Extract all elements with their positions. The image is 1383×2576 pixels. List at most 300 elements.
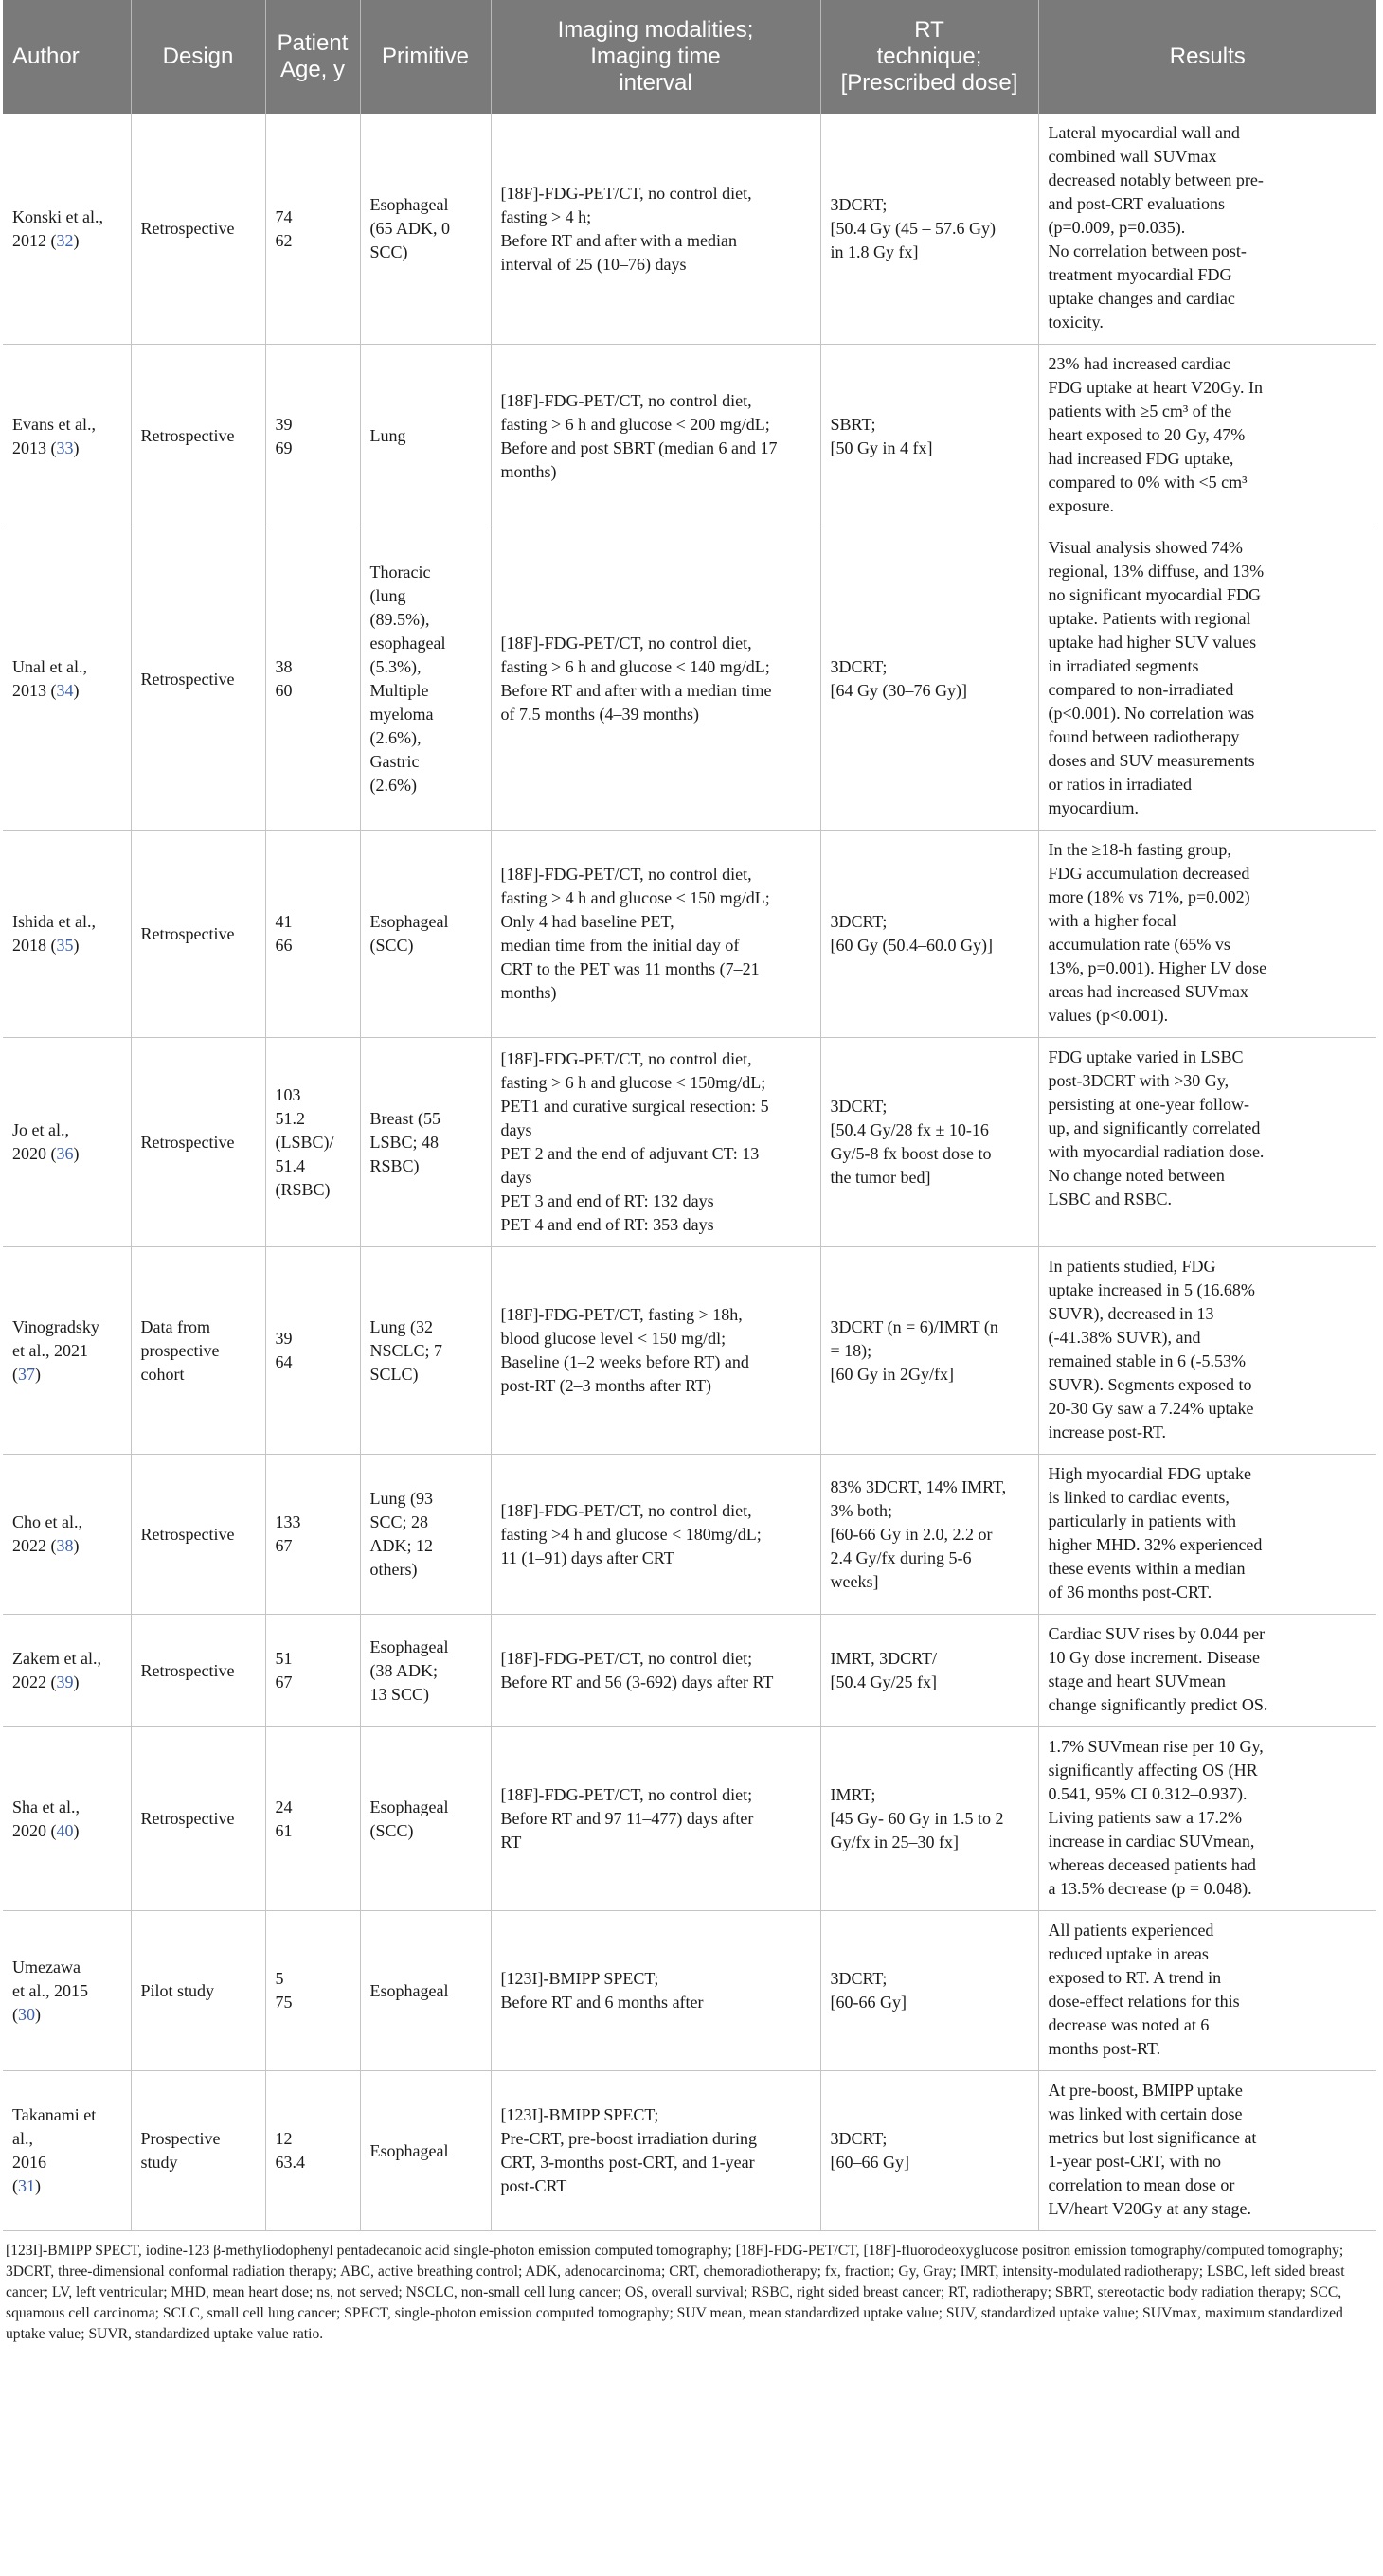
cell-line: 61	[275, 1820, 293, 1840]
age-cell	[265, 1038, 360, 1247]
cell-line: SCLC)	[369, 1364, 419, 1384]
results-cell	[1038, 1911, 1376, 2071]
table-body	[3, 114, 1376, 2231]
cell-line: 2.4 Gy/fx during 5-6	[830, 1547, 972, 1567]
design-cell: Retrospective	[131, 1455, 265, 1615]
cell-line: 13 SCC)	[369, 1684, 430, 1704]
imaging-cell	[491, 1727, 820, 1911]
header-imaging	[491, 0, 820, 114]
cell-line: PET 2 and the end of adjuvant CT: 13	[500, 1144, 760, 1163]
cell-line: SCC)	[369, 242, 408, 261]
header-rt-technique	[820, 0, 1038, 114]
cell-line: [60 Gy (50.4–60.0 Gy)]	[830, 936, 993, 955]
cell-line: 51.2	[275, 1108, 305, 1128]
cell-line: (p=0.009, p=0.035).	[1048, 218, 1186, 237]
author-tail: )	[73, 1536, 80, 1555]
cell-line: compared to non-irradiated	[1048, 680, 1234, 699]
cell-line: Esophageal	[369, 1980, 449, 2000]
cell-line: SCC; 28	[369, 1512, 429, 1531]
cell-line: Lung (93	[369, 1489, 433, 1508]
cell-line: accumulation rate (65% vs	[1048, 935, 1230, 954]
author-tail: )	[35, 2176, 41, 2195]
cell-line: months post-RT.	[1048, 2039, 1161, 2058]
results-cell	[1038, 1038, 1376, 1247]
cell-line: IMRT, 3DCRT/	[830, 1649, 938, 1668]
reference-link[interactable]: 30	[18, 2004, 35, 2024]
rt-cell	[820, 114, 1038, 345]
cell-line: decrease was noted at 6	[1048, 2015, 1210, 2034]
cell-line: (65 ADK, 0	[369, 219, 450, 238]
cell-line: in 1.8 Gy fx]	[830, 242, 919, 261]
reference-link[interactable]: 31	[18, 2176, 35, 2195]
age-cell	[265, 1455, 360, 1615]
author-tail: )	[73, 438, 80, 457]
cell-line: 3DCRT;	[830, 2129, 888, 2148]
cell-line: or ratios in irradiated	[1048, 775, 1192, 794]
reference-link[interactable]: 37	[18, 1364, 35, 1384]
cell-line: 83% 3DCRT, 14% IMRT,	[830, 1476, 1007, 1496]
rt-cell	[820, 1911, 1038, 2071]
cell-line: ADK; 12	[369, 1536, 433, 1555]
cell-line: Thoracic	[369, 563, 431, 581]
cell-line: SUVR). Segments exposed to	[1048, 1375, 1252, 1394]
cell-line: fasting > 4 h and glucose < 150 mg/dL;	[500, 888, 770, 907]
cell-line: weeks]	[830, 1571, 879, 1591]
age-cell	[265, 1247, 360, 1455]
cell-line: 24	[275, 1797, 293, 1816]
cell-line: is linked to cardiac events,	[1048, 1488, 1230, 1507]
primitive-cell	[360, 345, 491, 528]
cell-line: exposed to RT. A trend in	[1048, 1968, 1222, 1987]
author-line: Konski et al.,	[12, 206, 103, 226]
cell-line: 3DCRT (n = 6)/IMRT (n	[830, 1316, 998, 1336]
author-line: (	[12, 2004, 18, 2024]
cell-line: Lung (32	[369, 1316, 433, 1336]
cell-line: 103	[275, 1084, 301, 1104]
cell-line: 1.7% SUVmean rise per 10 Gy,	[1048, 1737, 1264, 1756]
rt-cell	[820, 1038, 1038, 1247]
cell-line: increase post-RT.	[1048, 1422, 1167, 1441]
cell-line: Visual analysis showed 74%	[1048, 538, 1243, 557]
primitive-cell	[360, 2071, 491, 2231]
cell-line: Before RT and 97 11–477) days after	[500, 1809, 754, 1828]
cell-line: up, and significantly correlated	[1048, 1118, 1261, 1137]
cell-line: [18F]-FDG-PET/CT, fasting > 18h,	[500, 1305, 743, 1324]
author-line: 2012 (	[12, 230, 57, 250]
age-cell	[265, 528, 360, 831]
author-line: Takanami et al.,	[12, 2105, 97, 2148]
cell-line: post-RT (2–3 months after RT)	[500, 1376, 711, 1395]
results-cell	[1038, 345, 1376, 528]
design-cell: Prospective study	[131, 2071, 265, 2231]
reference-link[interactable]: 36	[56, 1144, 74, 1163]
cell-line: Imaging time	[590, 44, 721, 69]
cell-line: (RSBC)	[275, 1179, 331, 1199]
primitive-cell	[360, 1615, 491, 1727]
table-row	[3, 345, 1376, 528]
cell-line: 67	[275, 1536, 293, 1555]
results-cell	[1038, 831, 1376, 1038]
cell-line: PET 4 and end of RT: 353 days	[500, 1215, 714, 1234]
cell-line: uptake increased in 5 (16.68%	[1048, 1280, 1255, 1299]
reference-link[interactable]: 33	[56, 438, 74, 457]
cell-line: Pre-CRT, pre-boost irradiation during	[500, 2129, 758, 2148]
rt-cell	[820, 1615, 1038, 1727]
results-cell	[1038, 528, 1376, 831]
reference-link[interactable]: 38	[56, 1536, 74, 1555]
cell-line: blood glucose level < 150 mg/dl;	[500, 1329, 727, 1348]
cell-line: 64	[275, 1352, 293, 1371]
cell-line: 75	[275, 1993, 293, 2012]
primitive-cell	[360, 528, 491, 831]
cell-line: Lateral myocardial wall and	[1048, 123, 1240, 142]
author-cell	[3, 345, 131, 528]
header-design	[131, 0, 265, 114]
table-row	[3, 2071, 1376, 2231]
header-author	[3, 0, 131, 114]
reference-link[interactable]: 35	[56, 936, 74, 955]
author-line: Vinogradsky	[12, 1316, 99, 1336]
cell-line: RT	[914, 17, 944, 43]
header-results	[1038, 0, 1376, 114]
cell-line: uptake. Patients with regional	[1048, 609, 1251, 628]
cell-line: 5	[275, 1969, 284, 1988]
cell-line: 0.541, 95% CI 0.312–0.937).	[1048, 1784, 1248, 1803]
cell-line: [60-66 Gy]	[830, 1993, 907, 2012]
cell-line: myeloma	[369, 705, 434, 724]
imaging-cell	[491, 831, 820, 1038]
cell-line: no significant myocardial FDG	[1048, 585, 1261, 604]
cell-line: Esophageal	[369, 912, 449, 931]
cell-line: in irradiated segments	[1048, 656, 1199, 675]
cell-line: values (p<0.001).	[1048, 1006, 1169, 1025]
cell-line: Gy/fx in 25–30 fx]	[830, 1833, 959, 1852]
author-line: et al., 2015	[12, 1980, 88, 2000]
cell-line: Esophageal	[369, 2140, 449, 2160]
cell-line: [64 Gy (30–76 Gy)]	[830, 681, 967, 700]
cell-line: CRT, 3-months post-CRT, and 1-year	[500, 2153, 755, 2172]
cell-line: regional, 13% diffuse, and 13%	[1048, 562, 1265, 581]
cell-line: dose-effect relations for this	[1048, 1992, 1240, 2011]
author-line: 2013 (	[12, 681, 57, 700]
results-cell	[1038, 1615, 1376, 1727]
cell-line: Gastric	[369, 752, 420, 771]
cell-line: [60–66 Gy]	[830, 2153, 909, 2172]
results-cell	[1038, 2071, 1376, 2231]
cell-line: LV/heart V20Gy at any stage.	[1048, 2199, 1251, 2218]
cell-line: 1-year post-CRT, with no	[1048, 2152, 1222, 2171]
author-cell	[3, 1247, 131, 1455]
cell-line: had increased FDG uptake,	[1048, 449, 1234, 468]
cell-line: combined wall SUVmax	[1048, 147, 1217, 166]
cell-line: (38 ADK;	[369, 1660, 438, 1680]
rt-cell	[820, 1455, 1038, 1615]
author-line: Unal et al.,	[12, 657, 87, 676]
header-patient-age	[265, 0, 360, 114]
author-line: 2020 (	[12, 1820, 57, 1840]
cell-line: At pre-boost, BMIPP uptake	[1048, 2081, 1243, 2100]
cell-line: others)	[369, 1560, 418, 1579]
cell-line: 62	[275, 230, 293, 250]
cell-line: a 13.5% decrease (p = 0.048).	[1048, 1879, 1252, 1898]
reference-link[interactable]: 39	[56, 1673, 74, 1691]
cell-line: No change noted between	[1048, 1166, 1225, 1185]
cell-line: IMRT;	[830, 1785, 876, 1804]
cell-line: Breast (55	[369, 1108, 440, 1128]
cell-line: particularly in patients with	[1048, 1512, 1236, 1530]
author-line: 2013 (	[12, 438, 57, 457]
author-tail: )	[35, 2004, 41, 2024]
design-cell: Retrospective	[131, 345, 265, 528]
cell-line: 3DCRT;	[830, 1097, 888, 1116]
cell-line: with myocardial radiation dose.	[1048, 1142, 1265, 1161]
primitive-cell	[360, 1038, 491, 1247]
cell-line: decreased notably between pre-	[1048, 170, 1264, 189]
author-tail: )	[73, 230, 80, 250]
cell-line: In patients studied, FDG	[1048, 1257, 1216, 1276]
cell-line: higher MHD. 32% experienced	[1048, 1535, 1263, 1554]
cell-line: 3DCRT;	[830, 657, 888, 676]
table-row	[3, 528, 1376, 831]
cell-line: [50.4 Gy (45 – 57.6 Gy)	[830, 219, 996, 238]
author-line: 2022 (	[12, 1536, 57, 1555]
cell-line: treatment myocardial FDG	[1048, 265, 1232, 284]
cell-line: esophageal	[369, 634, 446, 653]
author-tail: )	[35, 1364, 41, 1384]
age-cell	[265, 1911, 360, 2071]
cell-line: months)	[500, 983, 557, 1002]
cell-line: 51	[275, 1649, 293, 1668]
table-row	[3, 1038, 1376, 1247]
cell-line: (LSBC)/	[275, 1132, 334, 1152]
cell-line: [45 Gy- 60 Gy in 1.5 to 2	[830, 1809, 1004, 1828]
cell-line: the tumor bed]	[830, 1168, 931, 1187]
author-line: Sha et al.,	[12, 1797, 80, 1816]
cell-line: 3DCRT;	[830, 912, 888, 931]
results-cell	[1038, 1727, 1376, 1911]
cell-line: 74	[275, 206, 293, 226]
author-tail: )	[73, 1673, 80, 1691]
imaging-cell	[491, 2071, 820, 2231]
table-row	[3, 1615, 1376, 1727]
cell-line: CRT to the PET was 11 months (7–21	[500, 959, 760, 978]
rt-cell	[820, 1247, 1038, 1455]
imaging-cell	[491, 1911, 820, 2071]
cell-line: areas had increased SUVmax	[1048, 982, 1248, 1001]
reference-link[interactable]: 34	[56, 681, 74, 700]
cell-line: Esophageal	[369, 1637, 449, 1656]
cell-line: Baseline (1–2 weeks before RT) and	[500, 1352, 749, 1371]
table-row	[3, 831, 1376, 1038]
cell-line: Living patients saw a 17.2%	[1048, 1808, 1242, 1827]
primitive-cell	[360, 1727, 491, 1911]
cell-line: [50.4 Gy/25 fx]	[830, 1673, 937, 1691]
age-cell	[265, 1615, 360, 1727]
cell-line: days	[500, 1120, 532, 1139]
cell-line: Before RT and 6 months after	[500, 1993, 704, 2012]
age-cell	[265, 114, 360, 345]
cell-line: 63.4	[275, 2153, 305, 2172]
cell-line: increase in cardiac SUVmean,	[1048, 1832, 1255, 1851]
cell-line: whereas deceased patients had	[1048, 1855, 1256, 1874]
cell-line: fasting > 6 h and glucose < 200 mg/dL;	[500, 414, 770, 434]
rt-cell	[820, 831, 1038, 1038]
cell-line: 51.4	[275, 1155, 305, 1175]
cell-line: patients with ≥5 cm³ of the	[1048, 402, 1232, 420]
cell-line: 12	[275, 2129, 293, 2148]
cell-line: 60	[275, 681, 293, 700]
results-cell	[1038, 114, 1376, 345]
author-line: Umezawa	[12, 1957, 81, 1977]
cell-line: FDG uptake varied in LSBC	[1048, 1047, 1244, 1066]
author-cell	[3, 114, 131, 345]
cell-line: [18F]-FDG-PET/CT, no control diet,	[500, 1500, 752, 1520]
cell-line: In the ≥18-h fasting group,	[1048, 840, 1231, 859]
cell-line: Design	[162, 44, 234, 69]
cell-line: Only 4 had baseline PET,	[500, 912, 674, 931]
author-line: 2016	[12, 2153, 46, 2172]
primitive-cell	[360, 1455, 491, 1615]
cell-line: post-CRT	[500, 2176, 567, 2195]
cell-line: 11 (1–91) days after CRT	[500, 1547, 674, 1567]
cell-line: and post-CRT evaluations	[1048, 194, 1226, 213]
imaging-cell	[491, 1038, 820, 1247]
cell-line: Lung	[369, 426, 406, 445]
cell-line: Before RT and 56 (3-692) days after RT	[500, 1673, 774, 1691]
cell-line: doses and SUV measurements	[1048, 751, 1255, 770]
author-line: 2020 (	[12, 1144, 57, 1163]
cell-line: Patient	[277, 30, 349, 56]
cell-line: median time from the initial day of	[500, 936, 740, 955]
cell-line: metrics but lost significance at	[1048, 2128, 1257, 2147]
cell-line: compared to 0% with <5 cm³	[1048, 473, 1248, 492]
age-cell	[265, 2071, 360, 2231]
cell-line: of 36 months post-CRT.	[1048, 1583, 1212, 1601]
author-line: Ishida et al.,	[12, 912, 96, 931]
cell-line: of 7.5 months (4–39 months)	[500, 705, 699, 724]
cell-line: uptake had higher SUV values	[1048, 633, 1257, 652]
age-cell	[265, 1727, 360, 1911]
cell-line: fasting > 6 h and glucose < 140 mg/dL;	[500, 657, 770, 676]
age-cell	[265, 345, 360, 528]
cell-line: Imaging modalities;	[557, 17, 754, 43]
imaging-cell	[491, 345, 820, 528]
cell-line: [18F]-FDG-PET/CT, no control diet,	[500, 1049, 752, 1068]
primitive-cell	[360, 1247, 491, 1455]
results-cell	[1038, 1247, 1376, 1455]
cell-line: NSCLC; 7	[369, 1340, 443, 1360]
primitive-cell	[360, 1911, 491, 2071]
imaging-cell	[491, 1247, 820, 1455]
author-cell	[3, 2071, 131, 2231]
author-tail: )	[73, 1144, 80, 1163]
cell-line: Esophageal	[369, 1797, 449, 1816]
cell-line: (2.6%)	[369, 776, 417, 795]
cell-line: [18F]-FDG-PET/CT, no control diet,	[500, 634, 752, 653]
cell-line: All patients experienced	[1048, 1921, 1214, 1940]
cell-line: [18F]-FDG-PET/CT, no control diet;	[500, 1649, 753, 1668]
cell-line: exposure.	[1048, 496, 1114, 515]
cell-line: 133	[275, 1512, 301, 1531]
footnote: [123I]-BMIPP SPECT, iodine-123 β-methyliodophenyl pentadecanoic acid single-photon emission computed tomography; [18F]-FDG-PET/CT, [18F]-fluorodeoxyglucose positron emission tomography/computed tomography; 3DCRT, three-dimensional conformal radiation therapy; ABC, active breathing control; ADK, adenocarcinoma; CRT, chemoradiotherapy; fx, fraction; Gy, Gray; IMRT, intensity-modulated radiotherapy; LSBC, left sided breast cancer; LV, left ventricular; MHD, mean heart dose; ns, not served; NSCLC, non-small cell lung cancer; OS, overall survival; RSBC, right sided breast cancer; RT, radiotherapy; SBRT, stereotactic body radiation therapy; SCC, squamous cell carcinoma; SCLC, small cell lung cancer; SPECT, single-photon emission computed tomography; SUV mean, mean standardized uptake value; SUV, standardized uptake value; SUVmax, maximum standardized uptake value; SUVR, standardized uptake value ratio.	[6, 2243, 1345, 2342]
cell-line: Age, y	[279, 57, 346, 82]
cell-line: found between radiotherapy	[1048, 727, 1240, 746]
cell-line: Primitive	[381, 44, 469, 69]
cell-line: [123I]-BMIPP SPECT;	[500, 2105, 659, 2124]
cell-line: SUVR), decreased in 13	[1048, 1304, 1214, 1323]
author-line: (	[12, 2176, 18, 2195]
cell-line: [50.4 Gy/28 fx ± 10-16	[830, 1120, 989, 1139]
cell-line: (SCC)	[369, 936, 414, 955]
cell-line: Esophageal	[369, 195, 449, 214]
cell-line: 20-30 Gy saw a 7.24% uptake	[1048, 1399, 1254, 1418]
cell-line: fasting > 6 h and glucose < 150mg/dL;	[500, 1073, 766, 1092]
imaging-cell	[491, 1455, 820, 1615]
author-cell	[3, 1038, 131, 1247]
author-line: Zakem et al.,	[12, 1649, 101, 1668]
cell-line: 69	[275, 438, 293, 457]
studies-table	[3, 0, 1376, 2231]
cell-line: 67	[275, 1673, 293, 1691]
cell-line: 13%, p=0.001). Higher LV dose	[1048, 958, 1267, 977]
cell-line: interval of 25 (10–76) days	[500, 254, 687, 274]
cell-line: 39	[275, 414, 293, 434]
author-cell	[3, 1727, 131, 1911]
table-row	[3, 1911, 1376, 2071]
cell-line: FDG uptake at heart V20Gy. In	[1048, 378, 1263, 397]
cell-line: (2.6%),	[369, 728, 422, 747]
cell-line: 10 Gy dose increment. Disease	[1048, 1648, 1260, 1667]
cell-line: (SCC)	[369, 1820, 414, 1840]
reference-link[interactable]: 32	[56, 230, 74, 250]
author-line: 2018 (	[12, 936, 57, 955]
cell-line: (5.3%),	[369, 657, 422, 676]
cell-line: interval	[619, 70, 692, 96]
cell-line: remained stable in 6 (-5.53%	[1048, 1351, 1246, 1370]
cell-line: myocardium.	[1048, 798, 1139, 817]
cell-line: days	[500, 1168, 532, 1187]
cell-line: RSBC)	[369, 1155, 420, 1175]
cell-line: No correlation between post-	[1048, 242, 1247, 260]
design-cell: Retrospective	[131, 831, 265, 1038]
cell-line: 66	[275, 936, 293, 955]
reference-link[interactable]: 40	[56, 1820, 74, 1840]
cell-line: PET 3 and end of RT: 132 days	[500, 1191, 714, 1210]
header-row	[3, 0, 1376, 114]
cell-line: [18F]-FDG-PET/CT, no control diet;	[500, 1785, 753, 1804]
cell-line: [60-66 Gy in 2.0, 2.2 or	[830, 1524, 993, 1544]
results-cell	[1038, 1455, 1376, 1615]
design-cell: Retrospective	[131, 1615, 265, 1727]
cell-line: heart exposed to 20 Gy, 47%	[1048, 425, 1246, 444]
author-line: 2022 (	[12, 1673, 57, 1691]
cell-line: High myocardial FDG uptake	[1048, 1464, 1251, 1483]
cell-line: [18F]-FDG-PET/CT, no control diet,	[500, 183, 752, 203]
author-cell	[3, 831, 131, 1038]
cell-line: [123I]-BMIPP SPECT;	[500, 1969, 659, 1988]
cell-line: significantly affecting OS (HR	[1048, 1761, 1258, 1780]
cell-line: Results	[1169, 44, 1246, 69]
author-line: Jo et al.,	[12, 1120, 69, 1139]
cell-line: [Prescribed dose]	[840, 70, 1018, 96]
cell-line: Cardiac SUV rises by 0.044 per	[1048, 1624, 1266, 1643]
rt-cell	[820, 2071, 1038, 2231]
cell-line: 39	[275, 1329, 293, 1348]
cell-line: [50 Gy in 4 fx]	[830, 438, 933, 457]
age-cell	[265, 831, 360, 1038]
design-cell: Retrospective	[131, 1038, 265, 1247]
author-line: Cho et al.,	[12, 1512, 82, 1531]
